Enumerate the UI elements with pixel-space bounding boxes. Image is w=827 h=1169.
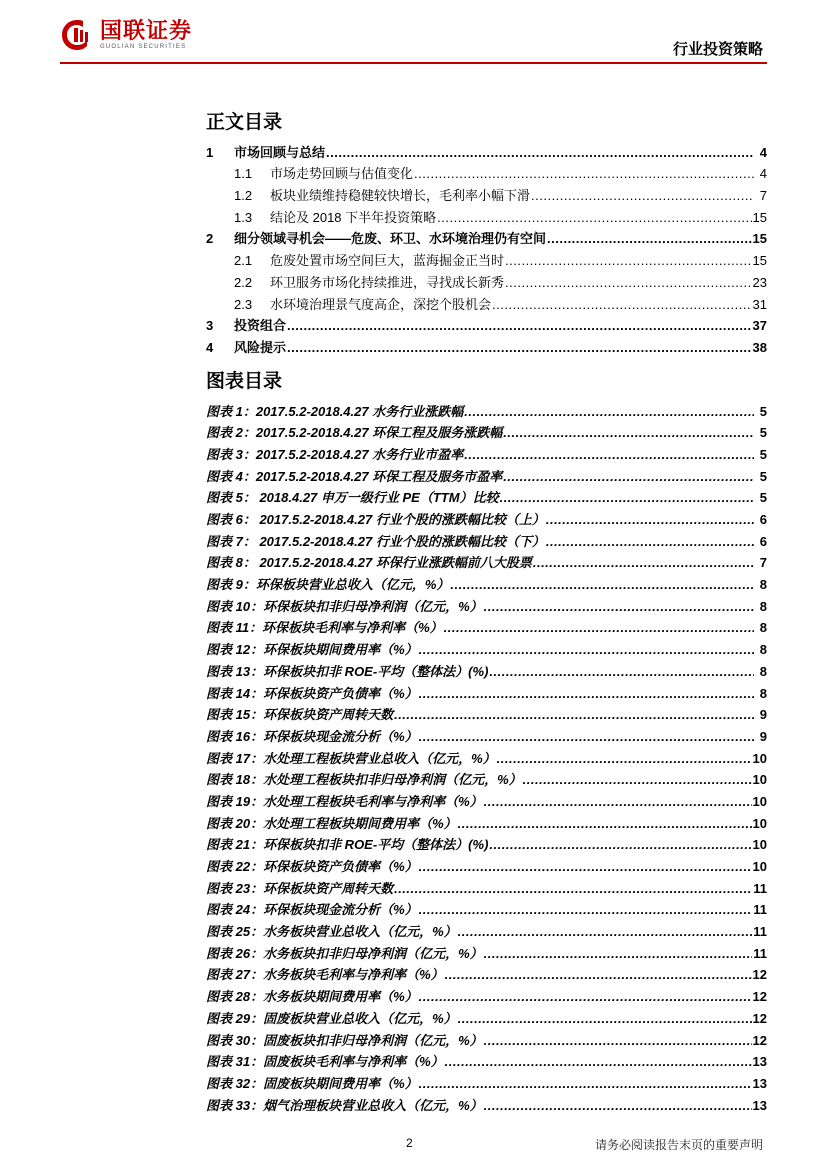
dot-leader (414, 166, 754, 181)
toc-entry[interactable] (206, 268, 767, 290)
figure-entry[interactable] (206, 722, 767, 744)
entry-page-number: 38 (752, 339, 767, 355)
entry-page-number: 12 (752, 989, 767, 1005)
entry-page-number: 37 (752, 318, 767, 334)
entry-page-number: 10 (752, 837, 767, 853)
entry-number: 2.2 (234, 274, 253, 290)
dot-leader (394, 707, 754, 722)
figure-entry[interactable] (206, 657, 767, 679)
entry-page-number: 6 (759, 512, 767, 527)
figure-entry[interactable] (206, 397, 767, 419)
entry-page-number: 10 (752, 793, 767, 809)
entry-title: 图表 32：固废板块期间费用率（%） (206, 1075, 418, 1091)
figure-entry[interactable] (206, 635, 767, 657)
dot-leader (533, 555, 754, 570)
page-number: 2 (406, 1136, 413, 1150)
toc-entry[interactable] (206, 333, 767, 355)
entry-page-number: 7 (759, 188, 767, 204)
entry-title: 图表 1：2017.5.2-2018.4.27 水务行业涨跌幅 (206, 403, 464, 419)
entry-title: 图表 22：环保板块资产负债率（%） (206, 859, 418, 874)
entry-title: 图表 6： 2017.5.2-2018.4.27 行业个股的涨跌幅比较（上） (206, 512, 545, 527)
dot-leader (497, 751, 752, 766)
figure-entry[interactable] (206, 462, 767, 484)
entry-title: 风险提示 (234, 339, 287, 355)
dot-leader (419, 642, 754, 657)
dot-leader (287, 318, 752, 333)
figure-entry[interactable] (206, 831, 767, 853)
toc-entry[interactable] (206, 246, 767, 268)
entry-title: 图表 24：环保板块现金流分析（%） (206, 902, 418, 918)
dot-leader (489, 664, 754, 679)
dot-leader (458, 816, 752, 831)
entry-title: 图表 33：烟气治理板块营业总收入（亿元，%） (206, 1097, 483, 1113)
dot-leader (464, 404, 754, 419)
dot-leader (546, 512, 754, 527)
entry-page-number: 8 (759, 685, 767, 701)
dot-leader (419, 989, 752, 1004)
entry-title: 图表 7： 2017.5.2-2018.4.27 行业个股的涨跌幅比较（下） (206, 533, 545, 549)
footer-disclaimer: 请务必阅读报告末页的重要声明 (594, 1138, 763, 1152)
figure-entry[interactable] (206, 874, 767, 896)
entry-title: 投资组合 (234, 318, 287, 334)
entry-page-number: 4 (759, 166, 767, 182)
toc-heading: 正文目录 (206, 112, 283, 133)
entry-title: 市场走势回顾与估值变化 (270, 166, 414, 182)
figure-entry[interactable] (206, 1004, 767, 1026)
dot-leader (437, 210, 751, 225)
dot-leader (546, 534, 754, 549)
dot-leader (484, 1098, 752, 1113)
entry-title: 图表 17：水处理工程板块营业总收入（亿元，%） (206, 750, 496, 766)
entry-number: 1.2 (234, 188, 253, 204)
figure-entry[interactable] (206, 787, 767, 809)
entry-page-number: 13 (752, 1075, 767, 1091)
toc-entry[interactable] (206, 203, 767, 225)
entry-page-number: 9 (759, 707, 767, 723)
figure-entry[interactable] (206, 917, 767, 939)
entry-title: 细分领域寻机会——危废、环卫、水环境治理仍有空间 (234, 231, 547, 247)
entry-page-number: 8 (759, 577, 767, 593)
entry-title: 图表 4：2017.5.2-2018.4.27 环保工程及服务市盈率 (206, 468, 503, 484)
dot-leader (326, 145, 754, 160)
dot-leader (531, 188, 754, 203)
dot-leader (503, 469, 754, 484)
entry-page-number: 6 (759, 533, 767, 549)
dot-leader (444, 620, 754, 635)
figure-entry[interactable] (206, 982, 767, 1004)
toc-entry[interactable] (206, 225, 767, 247)
dot-leader (458, 924, 753, 939)
guolian-logo-icon (60, 18, 94, 52)
entry-title: 图表 26：水务板块扣非归母净利润（亿元，%） (206, 945, 483, 961)
entry-title: 结论及 2018 下半年投资策略 (270, 209, 437, 225)
dot-leader (489, 837, 751, 852)
entry-title: 图表 16：环保板块现金流分析（%） (206, 728, 418, 744)
entry-title: 图表 14：环保板块资产负债率（%） (206, 685, 418, 701)
page-header (0, 0, 827, 70)
entry-number: 1.1 (234, 166, 253, 182)
dot-leader (419, 859, 752, 874)
logo-english-name: GUOLIAN SECURITIES (100, 44, 187, 50)
entry-title: 图表 15：环保板块资产周转天数 (206, 707, 394, 723)
figure-list-heading: 图表目录 (206, 370, 283, 392)
entry-page-number: 5 (759, 425, 767, 441)
figure-entry[interactable] (206, 505, 767, 527)
dot-leader (394, 881, 752, 896)
entry-page-number: 10 (752, 772, 767, 788)
figure-entry[interactable] (206, 1091, 767, 1113)
entry-page-number: 13 (752, 1097, 767, 1113)
entry-title: 图表 8： 2017.5.2-2018.4.27 环保行业涨跌幅前八大股票 (206, 555, 532, 571)
entry-number: 1.3 (234, 209, 253, 225)
dot-leader (523, 772, 752, 787)
dot-leader (484, 794, 752, 809)
dot-leader (419, 686, 754, 701)
entry-title: 环卫服务市场化持续推进，寻找成长新秀 (270, 274, 505, 290)
entry-page-number: 15 (752, 253, 767, 269)
entry-title: 图表 18：水处理工程板块扣非归母净利润（亿元，%） (206, 772, 522, 788)
toc-list (206, 138, 767, 355)
entry-page-number: 8 (759, 598, 767, 614)
figure-entry[interactable] (206, 939, 767, 961)
toc-entry[interactable] (206, 181, 767, 203)
entry-page-number: 7 (759, 555, 767, 571)
entry-title: 图表 2：2017.5.2-2018.4.27 环保工程及服务涨跌幅 (206, 425, 503, 441)
entry-title: 图表 28：水务板块期间费用率（%） (206, 989, 418, 1005)
page-footer (0, 1130, 827, 1160)
entry-title: 水环境治理景气度高企，深挖个股机会 (270, 296, 492, 312)
figure-entry[interactable] (206, 896, 767, 918)
figure-entry[interactable] (206, 614, 767, 636)
figure-entry[interactable] (206, 419, 767, 441)
entry-title: 图表 20：水处理工程板块期间费用率（%） (206, 815, 457, 831)
dot-leader (464, 447, 754, 462)
entry-number: 3 (206, 318, 214, 334)
entry-page-number: 4 (759, 144, 767, 160)
entry-page-number: 12 (752, 1010, 767, 1026)
figure-entry[interactable] (206, 1048, 767, 1070)
figure-entry[interactable] (206, 484, 767, 506)
entry-number: 2 (206, 231, 214, 247)
figure-entry[interactable] (206, 1026, 767, 1048)
entry-page-number: 8 (759, 663, 767, 679)
dot-leader (419, 729, 754, 744)
entry-page-number: 5 (759, 490, 767, 506)
entry-number: 2.3 (234, 296, 253, 312)
figure-entry[interactable] (206, 679, 767, 701)
entry-page-number: 11 (753, 902, 767, 918)
entry-page-number: 23 (752, 274, 767, 290)
entry-title: 图表 23：环保板块资产周转天数 (206, 880, 394, 896)
entry-title: 图表 29：固废板块营业总收入（亿元，%） (206, 1010, 457, 1026)
dot-leader (419, 1076, 752, 1091)
entry-page-number: 15 (752, 209, 767, 225)
dot-leader (547, 231, 752, 246)
entry-title: 图表 25：水务板块营业总收入（亿元，%） (206, 924, 457, 940)
figure-list (206, 397, 767, 1113)
figure-entry[interactable] (206, 744, 767, 766)
entry-title: 图表 5： 2018.4.27 申万一级行业 PE（TTM）比较 (206, 490, 499, 506)
entry-page-number: 11 (753, 880, 767, 896)
entry-page-number: 8 (759, 642, 767, 658)
entry-page-number: 5 (759, 403, 767, 419)
entry-title: 图表 10：环保板块扣非归母净利润（亿元，%） (206, 598, 483, 614)
figure-entry[interactable] (206, 809, 767, 831)
entry-page-number: 12 (752, 1032, 767, 1048)
logo-chinese-name: 国联证券 (100, 18, 193, 43)
entry-title: 图表 9：环保板块营业总收入（亿元，%） (206, 577, 450, 593)
figure-entry[interactable] (206, 527, 767, 549)
entry-title: 图表 13：环保板块扣非 ROE-平均（整体法）(%) (206, 663, 489, 679)
entry-title: 图表 31：固废板块毛利率与净利率（%） (206, 1054, 444, 1070)
entry-page-number: 12 (752, 967, 767, 983)
dot-leader (484, 1033, 752, 1048)
toc-entry[interactable] (206, 138, 767, 160)
entry-page-number: 9 (759, 728, 767, 744)
entry-page-number: 5 (759, 446, 767, 462)
dot-leader (505, 275, 752, 290)
dot-leader (505, 253, 752, 268)
figure-entry[interactable] (206, 592, 767, 614)
entry-title: 图表 19：水处理工程板块毛利率与净利率（%） (206, 793, 483, 809)
entry-page-number: 15 (752, 231, 767, 247)
dot-leader (484, 599, 754, 614)
entry-title: 图表 3：2017.5.2-2018.4.27 水务行业市盈率 (206, 446, 464, 462)
entry-title: 图表 30：固废板块扣非归母净利润（亿元，%） (206, 1032, 483, 1048)
entry-page-number: 31 (752, 296, 767, 312)
figure-entry[interactable] (206, 701, 767, 723)
entry-page-number: 11 (753, 945, 767, 961)
entry-page-number: 10 (752, 815, 767, 831)
entry-page-number: 5 (759, 468, 767, 484)
entry-title: 板块业绩维持稳健较快增长，毛利率小幅下滑 (270, 188, 531, 204)
entry-number: 4 (206, 339, 214, 355)
dot-leader (287, 340, 752, 355)
figure-entry[interactable] (206, 961, 767, 983)
entry-page-number: 11 (753, 924, 767, 940)
figure-entry[interactable] (206, 549, 767, 571)
dot-leader (500, 490, 754, 505)
entry-title: 图表 21：环保板块扣非 ROE-平均（整体法）(%) (206, 837, 489, 853)
entry-page-number: 13 (752, 1054, 767, 1070)
figure-entry[interactable] (206, 440, 767, 462)
entry-title: 图表 12：环保板块期间费用率（%） (206, 642, 418, 658)
dot-leader (450, 577, 754, 592)
figure-entry[interactable] (206, 570, 767, 592)
entry-title: 市场回顾与总结 (234, 144, 326, 160)
dot-leader (445, 1054, 752, 1069)
entry-title: 图表 11：环保板块毛利率与净利率（%） (206, 620, 443, 636)
entry-number: 2.1 (234, 253, 253, 269)
entry-title: 危废处置市场空间巨大，蓝海掘金正当时 (270, 253, 505, 269)
entry-page-number: 8 (759, 620, 767, 636)
dot-leader (445, 967, 752, 982)
figure-entry[interactable] (206, 766, 767, 788)
figure-entry[interactable] (206, 852, 767, 874)
report-category-title: 行业投资策略 (672, 41, 763, 58)
dot-leader (503, 425, 754, 440)
entry-page-number: 10 (752, 750, 767, 766)
dot-leader (484, 946, 753, 961)
company-logo (60, 18, 192, 52)
entry-number: 1 (206, 144, 214, 160)
header-divider (60, 62, 767, 64)
entry-page-number: 10 (752, 859, 767, 874)
entry-title: 图表 27：水务板块毛利率与净利率（%） (206, 967, 444, 983)
dot-leader (458, 1011, 752, 1026)
dot-leader (492, 297, 752, 312)
table-of-contents (206, 108, 767, 1113)
toc-entry[interactable] (206, 290, 767, 312)
figure-entry[interactable] (206, 1069, 767, 1091)
toc-entry[interactable] (206, 312, 767, 334)
dot-leader (419, 902, 753, 917)
toc-entry[interactable] (206, 160, 767, 182)
